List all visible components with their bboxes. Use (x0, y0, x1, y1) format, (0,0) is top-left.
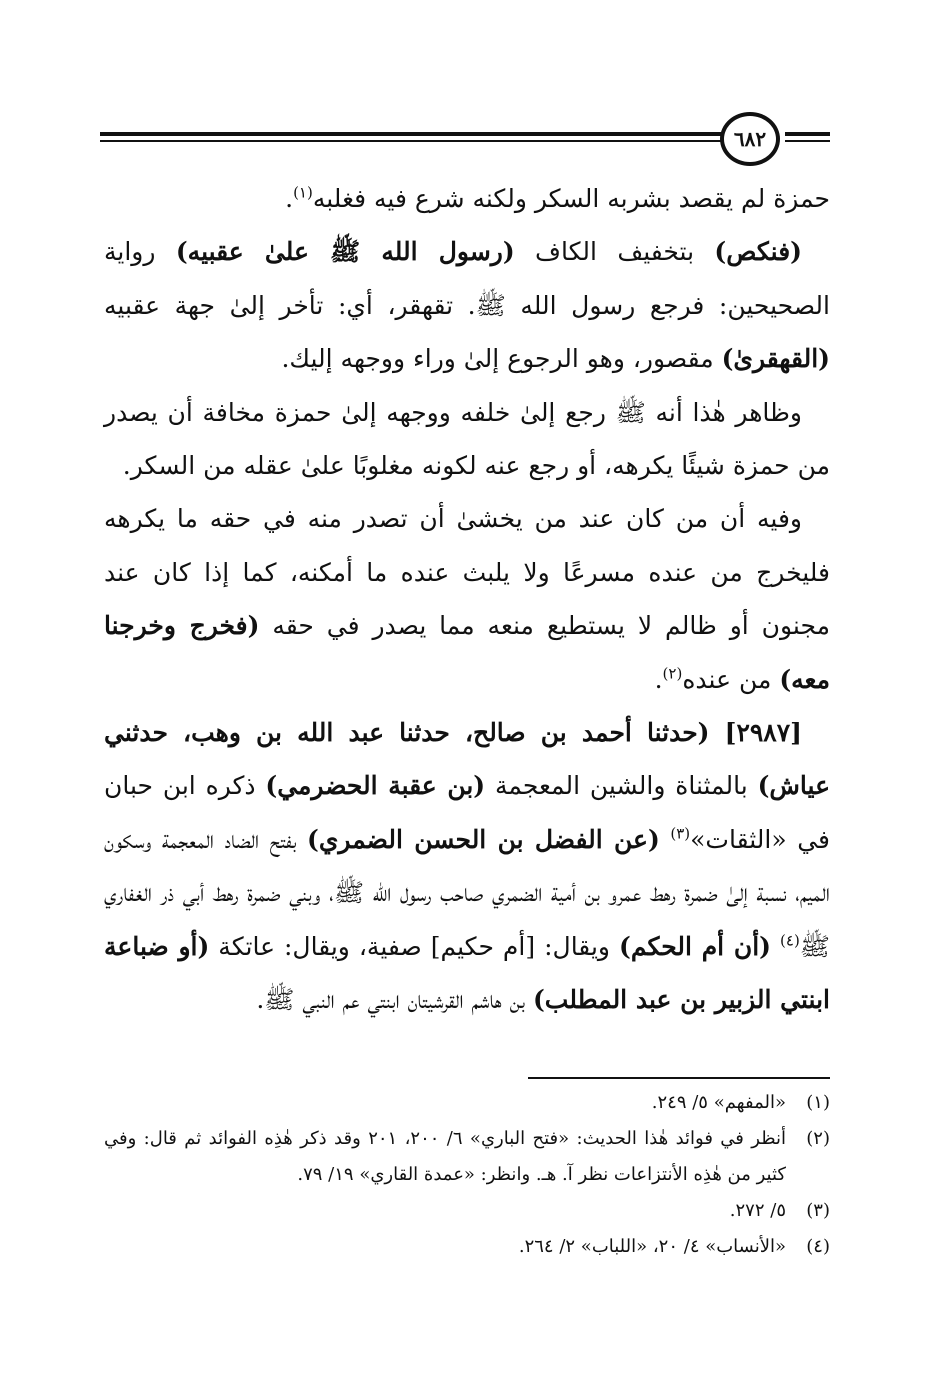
page-number: ٦٨٢ (720, 112, 780, 166)
footnote-ref: (٢) (662, 664, 683, 683)
footnote (104, 1085, 830, 1121)
bold-text: (بن عقبة الحضرمي) (265, 771, 486, 801)
header-rule (100, 140, 740, 142)
text-segment: . (285, 184, 294, 213)
text-segment: مقصور، وهو الرجوع إلىٰ وراء ووجهه إليك. (281, 344, 722, 374)
text-segment: بالمثناة والشين المعجمة (485, 771, 758, 801)
text-segment: من عنده (682, 664, 780, 694)
text-segment: وفيه أن من كان عند من يخشىٰ أن تصدر منه في حقه ما يكرهه فليخرج من عنده مسرعًا ولا يلبث عنده ما أمكنه، كما إذا كان عند مجنون أو ظالم لا يستطيع منعه مما يصدر في حقه (104, 504, 830, 641)
footnote-text: «الأنساب» ٤/ ٢٠، «اللباب» ٢/ ٢٦٤. (518, 1236, 786, 1257)
text-segment (660, 825, 671, 854)
header-rule (785, 140, 830, 142)
footnote-ref: (٣) (670, 824, 691, 843)
bold-text: (فخرج وخرجنا معه) (104, 611, 830, 694)
text-segment (771, 932, 780, 961)
footnote-number: (٤) (806, 1236, 830, 1257)
text-segment: ذكره ابن حبان في «الثقات» (104, 771, 830, 854)
footnote-number: (٢) (806, 1128, 830, 1149)
footnote-text: «المفهم» ٥/ ٢٤٩. (651, 1092, 786, 1113)
header-rule (100, 132, 740, 136)
footnote-ref: (٤) (780, 931, 800, 950)
footnote (104, 1229, 830, 1265)
paragraph (104, 492, 830, 706)
text-segment: وظاهر هٰذا أنه ﷺ رجع إلىٰ خلفه ووجهه إلىٰ حمزة مخافة أن يصدر من حمزة شيئًا يكرهه، أو رجع عنه لكونه مغلوبًا علىٰ عقله من السكر. (104, 397, 830, 481)
text-segment: حمزة لم يقصد بشربه السكر ولكنه شرع فيه فغلبه (312, 184, 830, 213)
main-text (104, 172, 830, 1027)
footnotes (104, 1085, 830, 1265)
paragraph (104, 386, 830, 493)
bold-text: (رسول الله ﷺ علىٰ عقبيه) (175, 237, 515, 267)
paragraph (104, 706, 830, 1026)
text-segment: بن هاشم القرشيتان ابنتي عم النبي ﷺ. (256, 985, 533, 1015)
footnote-number: (١) (806, 1092, 830, 1113)
text-segment: ويقال: [أم حكيم] صفية، ويقال: عاتكة (209, 931, 619, 961)
bold-text: (أو ضباعة ابنتي الزبير بن عبد المطلب) (104, 931, 830, 1015)
bold-text: (عن الفضل بن الحسن الضمري) (307, 824, 660, 854)
paragraph (104, 172, 830, 225)
bold-text: (فنكص) (714, 237, 803, 267)
paragraph (104, 225, 830, 385)
footnote-separator (528, 1077, 830, 1079)
bold-text: [٢٩٨٧] (حدثنا أحمد بن صالح، حدثنا عبد الله بن وهب، حدثني عياش) (104, 718, 830, 801)
footnote-ref: (١) (293, 183, 313, 202)
header-rule (785, 132, 830, 136)
footnote-number: (٣) (806, 1200, 830, 1221)
footnote-text: ٥/ ٢٧٢. (729, 1200, 786, 1221)
footnote (104, 1193, 830, 1229)
text-segment: . (654, 664, 663, 694)
text-segment: رواية الصحيحين: فرجع رسول الله ﷺ. تقهقر، أي: تأخر إلىٰ جهة عقبيه (104, 237, 830, 320)
text-segment: بفتح الضاد المعجمة وسكون الميم، نسبة إلىٰ ضمرة رهط عمرو بن أمية الضمري صاحب رسول الله ﷺ، وبني ضمرة رهط أبي ذر الغفاري ﷺ (104, 824, 830, 961)
bold-text: (القهقرىٰ) (721, 344, 830, 374)
bold-text: (أن أم الحكم) (618, 931, 772, 961)
footnote-text: أنظر في فوائد هٰذا الحديث: «فتح الباري» ٦/ ٢٠٠، ٢٠١ وقد ذكر هٰذِه الفوائد ثم قال: وفي كثير من هٰذِه الأنتزاعات نظر آ. هـ. وانظر: «عمدة القاري» ١٩/ ٧٩. (104, 1128, 787, 1185)
footnote (104, 1121, 830, 1193)
text-segment: بتخفيف الكاف (514, 237, 715, 267)
